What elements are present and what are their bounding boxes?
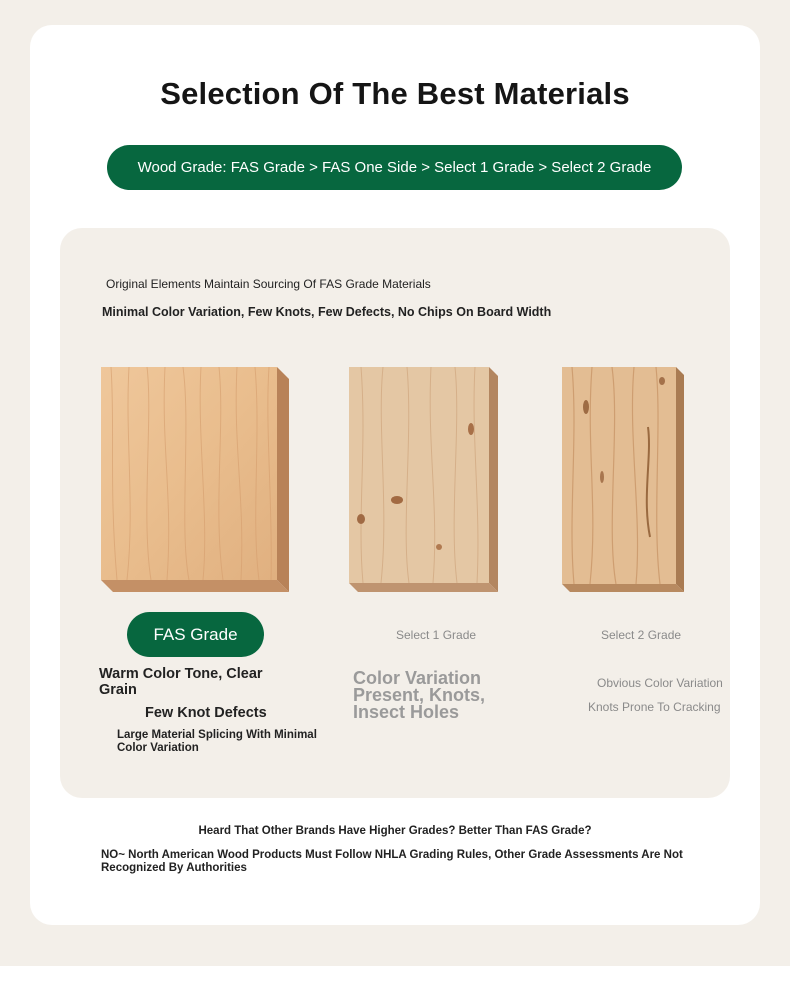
select-1-wood-board-image bbox=[349, 367, 498, 592]
page-title: Selection Of The Best Materials bbox=[160, 76, 630, 111]
select-2-feature-cracking: Knots Prone To Cracking bbox=[588, 700, 721, 714]
select-2-wood-board-image bbox=[562, 367, 684, 592]
select-2-feature-color: Obvious Color Variation bbox=[597, 676, 723, 690]
footer-answer: NO~ North American Wood Products Must Follow NHLA Grading Rules, Other Grade Assessments Are Not Recognized By Authorities bbox=[101, 849, 683, 874]
fas-grade-badge: FAS Grade bbox=[127, 612, 264, 657]
select-2-grade-label: Select 2 Grade bbox=[601, 628, 682, 642]
fas-feature-color-tone: Warm Color Tone, Clear Grain bbox=[99, 666, 263, 698]
fas-feature-knots: Few Knot Defects bbox=[145, 705, 267, 721]
select-1-feature: Color Variation Present, Knots, Insect Holes bbox=[353, 668, 486, 722]
fas-feature-splicing: Large Material Splicing With Minimal Color Variation bbox=[117, 729, 317, 754]
grade-scale-banner: Wood Grade: FAS Grade > FAS One Side > Select 1 Grade > Select 2 Grade bbox=[107, 145, 682, 190]
fas-wood-board-image bbox=[101, 367, 289, 592]
intro-line-2: Minimal Color Variation, Few Knots, Few Defects, No Chips On Board Width bbox=[102, 305, 552, 319]
footer-question: Heard That Other Brands Have Higher Grades? Better Than FAS Grade? bbox=[198, 825, 592, 837]
select-1-grade-label: Select 1 Grade bbox=[396, 628, 477, 642]
bottom-strip bbox=[0, 966, 790, 997]
intro-line-1: Original Elements Maintain Sourcing Of FAS Grade Materials bbox=[106, 277, 431, 291]
